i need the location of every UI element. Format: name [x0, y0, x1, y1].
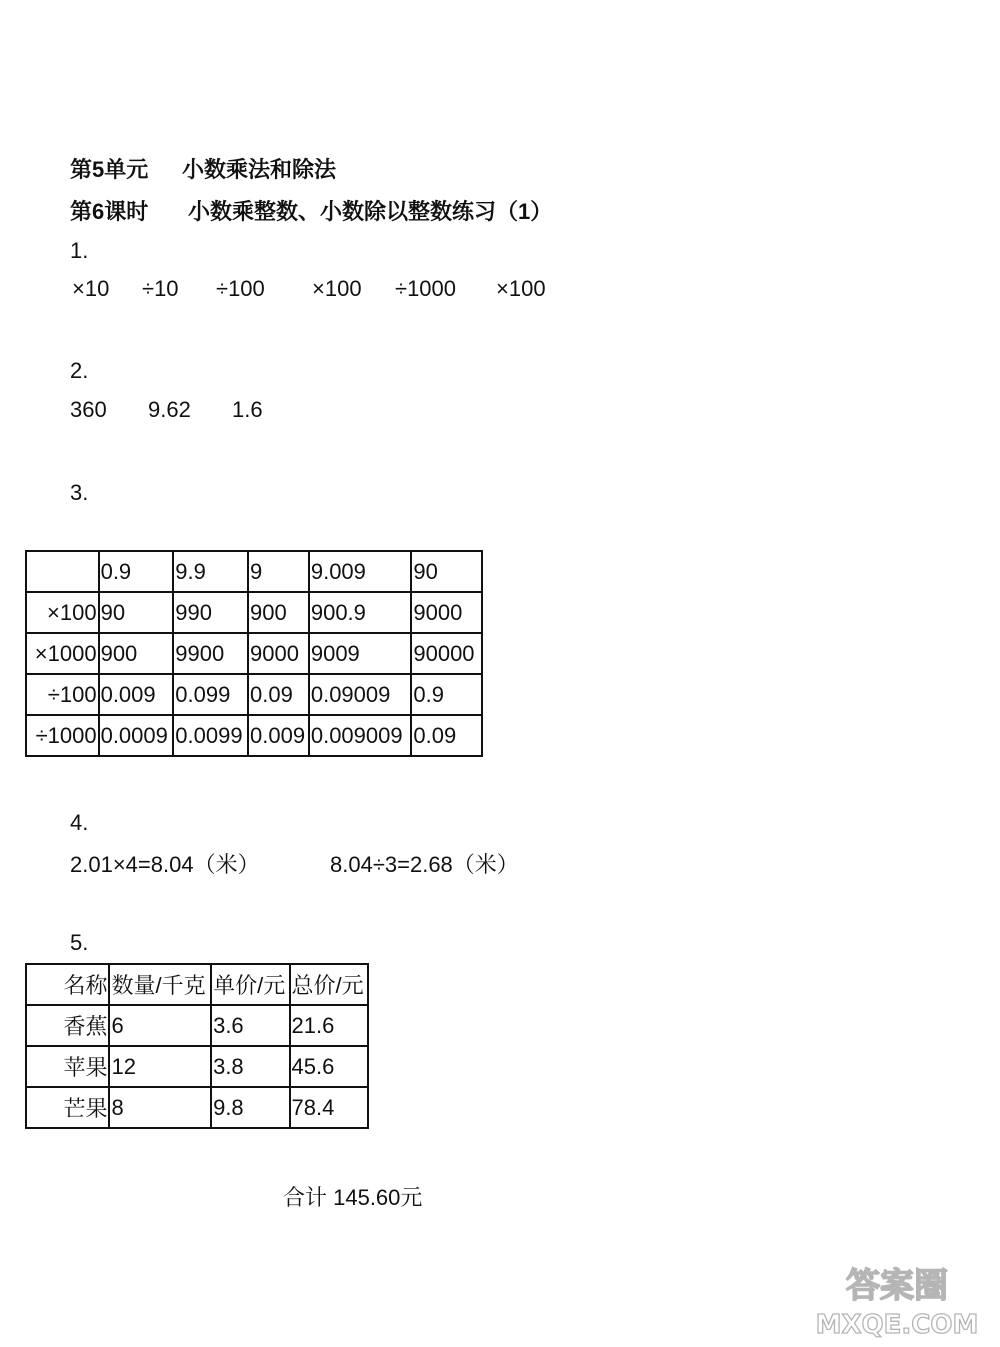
q5-table-row	[26, 1087, 368, 1128]
q3-table	[25, 550, 483, 757]
q5-header-row	[26, 964, 368, 1005]
q3-cell: 9000	[411, 592, 482, 633]
q3-table-row	[26, 592, 482, 633]
q1-answer-5: ÷1000	[395, 276, 457, 301]
q1-answer-2: ÷10	[142, 276, 179, 301]
q5-header-cell: 名称	[26, 964, 109, 1005]
q3-cell: 900.9	[309, 592, 412, 633]
q5-cell: 3.6	[211, 1005, 289, 1046]
q3-header-cell	[26, 551, 99, 592]
q3-cell: 0.009	[248, 715, 309, 756]
q5-cell: 3.8	[211, 1046, 289, 1087]
q3-header-cell: 9.009	[309, 551, 412, 592]
q3-cell: 0.099	[173, 674, 248, 715]
watermark-top-text: 答案圈	[846, 1266, 948, 1306]
q3-cell: 90	[99, 592, 174, 633]
q5-table-row	[26, 1046, 368, 1087]
q4-number: 4.	[70, 810, 89, 835]
q2-answer-2: 9.62	[148, 397, 191, 422]
q5-cell: 45.6	[290, 1046, 368, 1087]
q3-cell: 0.9	[411, 674, 482, 715]
q3-cell: 9900	[173, 633, 248, 674]
q2-number: 2.	[70, 358, 89, 383]
q5-cell: 21.6	[290, 1005, 368, 1046]
unit-title: 小数乘法和除法	[182, 157, 337, 182]
q3-table-row	[26, 633, 482, 674]
q5-cell: 8	[109, 1087, 211, 1128]
q3-table-row	[26, 715, 482, 756]
q5-number: 5.	[70, 930, 89, 955]
lesson-title: 小数乘整数、小数除以整数练习（1）	[188, 199, 553, 224]
watermark-bottom-text: MXQE.COM	[815, 1310, 979, 1339]
q5-table-row	[26, 1005, 368, 1046]
q3-row-label: ×100	[26, 592, 99, 633]
q5-table	[25, 963, 369, 1129]
q2-answer-1: 360	[70, 397, 107, 422]
q3-table-row	[26, 674, 482, 715]
q2-answer-3: 1.6	[232, 397, 263, 422]
q3-cell: 0.09	[411, 715, 482, 756]
q3-row-label: ÷100	[26, 674, 99, 715]
q3-cell: 9009	[309, 633, 412, 674]
q1-answer-4: ×100	[312, 276, 362, 301]
q5-header-cell: 数量/千克	[109, 964, 211, 1005]
q5-header-cell: 单价/元	[211, 964, 289, 1005]
lesson-label: 第6课时	[70, 199, 149, 224]
q3-cell: 900	[99, 633, 174, 674]
q4-equation-1: 2.01×4=8.04（米）	[70, 852, 260, 877]
q3-header-cell: 90	[411, 551, 482, 592]
q5-total: 合计 145.60元	[283, 1185, 423, 1210]
q5-cell: 12	[109, 1046, 211, 1087]
q1-number: 1.	[70, 238, 89, 263]
q3-cell: 0.09	[248, 674, 309, 715]
q3-header-row	[26, 551, 482, 592]
watermark-logo	[812, 1259, 982, 1339]
q3-row-label: ×1000	[26, 633, 99, 674]
q1-answer-6: ×100	[496, 276, 546, 301]
q3-cell: 0.009	[99, 674, 174, 715]
q5-cell: 6	[109, 1005, 211, 1046]
q3-cell: 9000	[248, 633, 309, 674]
q5-cell: 78.4	[290, 1087, 368, 1128]
q3-header-cell: 0.9	[99, 551, 174, 592]
q5-header-cell: 总价/元	[290, 964, 368, 1005]
q1-answer-1: ×10	[72, 276, 110, 301]
q3-cell: 0.009009	[309, 715, 412, 756]
q5-item-name: 芒果	[26, 1087, 109, 1128]
q3-cell: 0.09009	[309, 674, 412, 715]
q3-cell: 90000	[411, 633, 482, 674]
q3-cell: 990	[173, 592, 248, 633]
q3-row-label: ÷1000	[26, 715, 99, 756]
q3-header-cell: 9.9	[173, 551, 248, 592]
q3-cell: 0.0009	[99, 715, 174, 756]
q4-equation-2: 8.04÷3=2.68（米）	[330, 852, 519, 877]
q3-cell: 900	[248, 592, 309, 633]
q3-cell: 0.0099	[173, 715, 248, 756]
q5-cell: 9.8	[211, 1087, 289, 1128]
q3-number: 3.	[70, 480, 89, 505]
q5-item-name: 香蕉	[26, 1005, 109, 1046]
q1-answer-3: ÷100	[216, 276, 265, 301]
unit-label: 第5单元	[70, 157, 149, 182]
q3-header-cell: 9	[248, 551, 309, 592]
q5-item-name: 苹果	[26, 1046, 109, 1087]
